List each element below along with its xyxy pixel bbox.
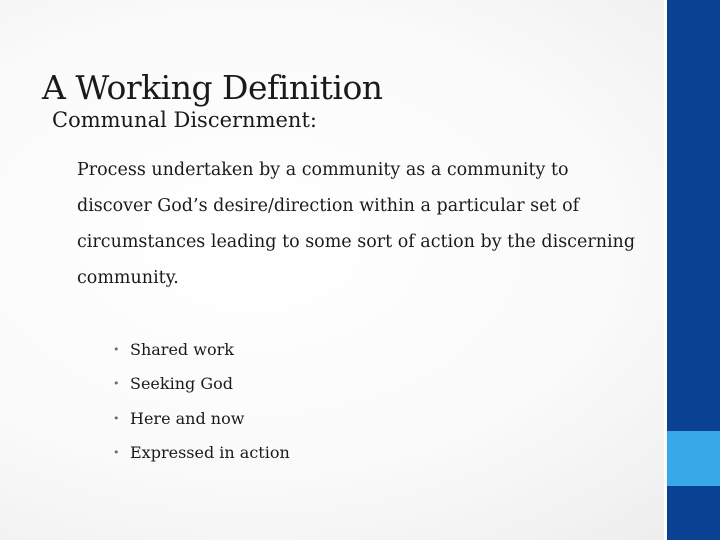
bullet-text: Expressed in action	[130, 443, 290, 463]
bullet-marker: •	[113, 342, 120, 356]
definition-line: community.	[77, 268, 179, 288]
bullet-item	[113, 436, 290, 471]
definition-line: discover God’s desire/direction within a particular set of	[77, 196, 580, 216]
bullet-text: Shared work	[130, 339, 234, 359]
bullet-marker: •	[113, 377, 120, 391]
slide-title: A Working Definition	[42, 68, 383, 108]
bullet-marker: •	[113, 411, 120, 425]
bullet-text: Here and now	[130, 408, 245, 428]
bullet-item	[113, 401, 290, 436]
bullet-item	[113, 367, 290, 402]
sidebar-accent-block	[667, 431, 720, 486]
bullet-text: Seeking God	[130, 374, 233, 394]
definition-line: circumstances leading to some sort of action by the discerning	[77, 232, 636, 252]
definition-text	[77, 152, 647, 296]
bullet-item	[113, 332, 290, 367]
bullet-marker: •	[113, 446, 120, 460]
definition-line: Process undertaken by a community as a community to	[77, 160, 569, 180]
bullet-list	[113, 332, 290, 470]
definition-term: Communal Discernment:	[52, 108, 317, 132]
